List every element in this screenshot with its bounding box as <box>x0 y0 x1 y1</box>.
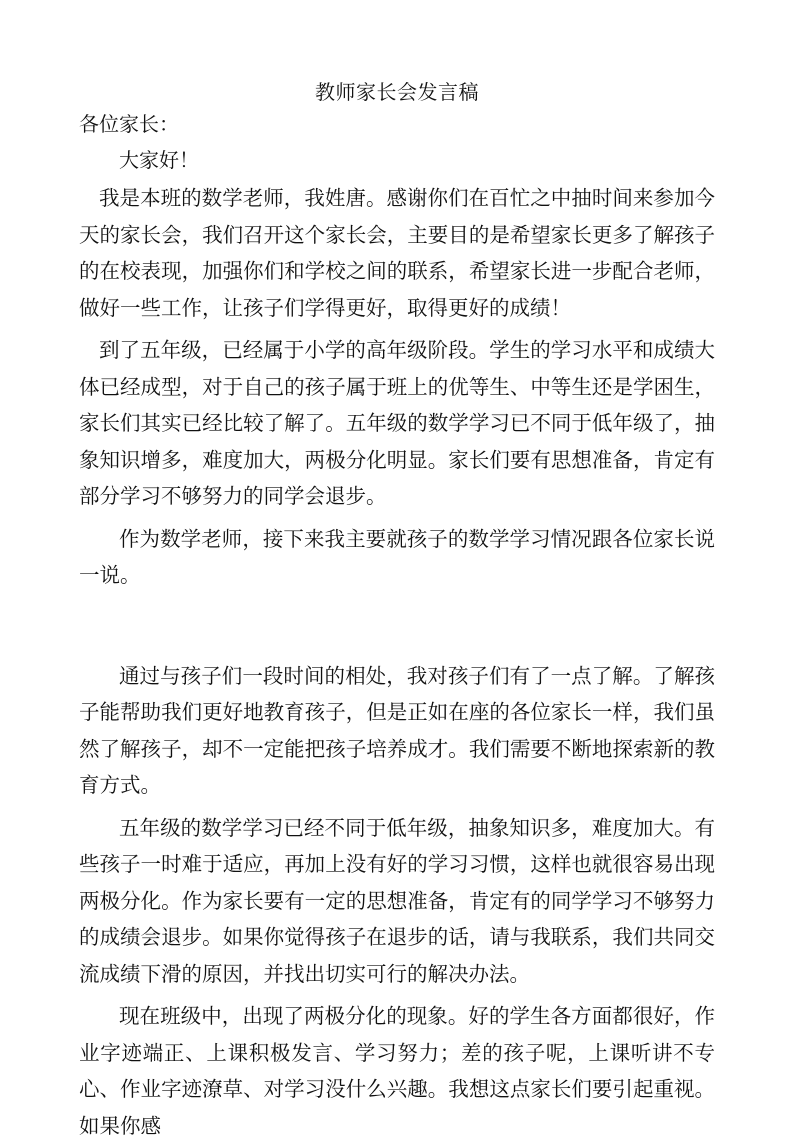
paragraph-math-teacher: 作为数学老师，接下来我主要就孩子的数学学习情况跟各位家长说一说。 <box>79 526 715 587</box>
paragraph-polarization: 现在班级中，出现了两极分化的现象。好的学生各方面都很好，作业字迹端正、上课积极发言、学习努力；差的孩子呢，上课听讲不专心、作业字迹潦草、对学习没什么兴趣。我想这点家长们要引起重视。如果你感 <box>79 1004 715 1138</box>
paragraph-gap <box>79 594 715 652</box>
salutation: 各位家长： <box>79 112 179 136</box>
paragraph-grade-five: 到了五年级，已经属于小学的高年级阶段。学生的学习水平和成绩大体已经成型，对于自己的孩子属于班上的优等生、中等生还是学困生，家长们其实已经比较了解了。五年级的数学学习已不同于低年级了，抽象知识增多，难度加大，两极分化明显。家长们要有思想准备，肯定有部分学习不够努力的同学会退步。 <box>79 338 715 508</box>
greeting: 大家好！ <box>119 148 199 172</box>
paragraph-math-learning: 五年级的数学学习已经不同于低年级，抽象知识多，难度加大。有些孩子一时难于适应，再加上没有好的学习习惯，这样也就很容易出现两极分化。作为家长要有一定的思想准备，肯定有的同学学习不够努力的成绩会退步。如果你觉得孩子在退步的话，请与我联系，我们共同交流成绩下滑的原因，并找出切实可行的解决办法。 <box>79 815 715 986</box>
paragraph-introduction: 我是本班的数学老师，我姓唐。感谢你们在百忙之中抽时间来参加今天的家长会，我们召开这个家长会，主要目的是希望家长更多了解孩子的在校表现，加强你们和学校之间的联系，希望家长进一步配合老师，做好一些工作，让孩子们学得更好，取得更好的成绩！ <box>79 186 715 320</box>
document-page <box>79 78 715 1144</box>
document-title: 教师家长会发言稿 <box>315 80 479 104</box>
paragraph-understanding-children: 通过与孩子们一段时间的相处，我对孩子们有了一点了解。了解孩子能帮助我们更好地教育孩子，但是正如在座的各位家长一样，我们虽然了解孩子，却不一定能把孩子培养成才。我们需要不断地探索新的教育方式。 <box>79 663 715 797</box>
